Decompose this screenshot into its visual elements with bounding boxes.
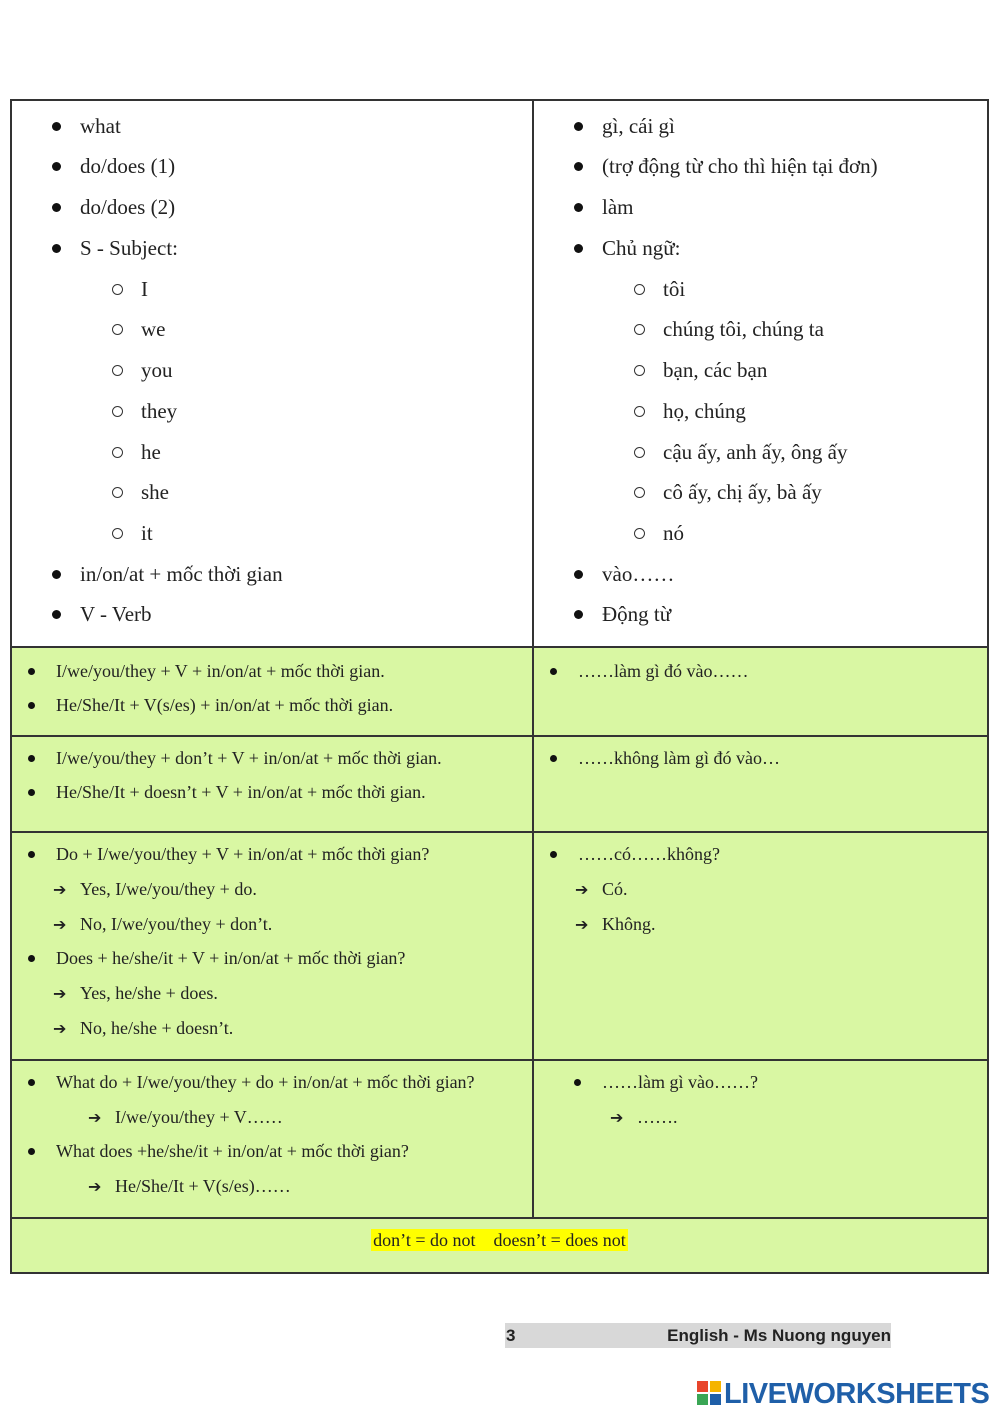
question-meaning-cell	[534, 833, 987, 1059]
bullet-icon	[52, 570, 61, 579]
bullet-icon	[28, 789, 35, 796]
arrow-icon: ➔	[88, 1177, 102, 1196]
negative-structure: He/She/It + doesn’t + V + in/on/at + mốc thời gian.	[56, 782, 426, 802]
question-answer-meaning: Không.	[602, 914, 656, 934]
bullet-icon	[574, 203, 583, 212]
bullet-icon	[28, 1079, 35, 1086]
vocab-meaning: Chủ ngữ:	[602, 236, 681, 260]
question-answer-meaning: Có.	[602, 879, 628, 899]
vocab-vietnamese-cell	[534, 101, 987, 646]
arrow-icon: ➔	[610, 1108, 624, 1127]
contraction-note	[371, 1229, 628, 1251]
note-cell	[12, 1219, 987, 1272]
sub-bullet-icon	[112, 528, 123, 539]
doesnt-note: doesn’t = does not	[493, 1230, 626, 1250]
arrow-icon: ➔	[88, 1108, 102, 1127]
question-meaning: ……có……không?	[578, 844, 720, 864]
wh-question-meaning-cell	[534, 1061, 987, 1217]
bullet-icon	[574, 1079, 581, 1086]
arrow-icon: ➔	[53, 984, 67, 1003]
vocab-meaning: vào……	[602, 562, 675, 586]
dont-note: don’t = do not	[373, 1230, 476, 1250]
liveworksheets-logo	[724, 1378, 989, 1411]
vocab-term: it	[141, 521, 153, 545]
sub-bullet-icon	[112, 365, 123, 376]
vocab-term: we	[141, 317, 166, 341]
vocab-term: you	[141, 358, 173, 382]
sub-bullet-icon	[634, 406, 645, 417]
vocab-meaning: cậu ấy, anh ấy, ông ấy	[663, 440, 848, 464]
arrow-icon: ➔	[53, 1019, 67, 1038]
question-structure: Do + I/we/you/they + V + in/on/at + mốc thời gian?	[56, 844, 430, 864]
wh-question-meaning: ……làm gì vào……?	[602, 1072, 758, 1092]
sub-bullet-icon	[634, 528, 645, 539]
wh-question-structure-cell	[12, 1061, 534, 1217]
affirmative-structure: He/She/It + V(s/es) + in/on/at + mốc thời gian.	[56, 695, 394, 715]
affirmative-structure-cell	[12, 648, 534, 735]
grammar-table	[10, 99, 989, 1274]
bullet-icon	[550, 668, 557, 675]
vocab-meaning: Động từ	[602, 602, 672, 626]
bullet-icon	[52, 122, 61, 131]
bullet-icon	[52, 244, 61, 253]
question-structure: Does + he/she/it + V + in/on/at + mốc thời gian?	[56, 948, 406, 968]
vocab-meaning: chúng tôi, chúng ta	[663, 317, 824, 341]
note-row	[12, 1219, 987, 1272]
negative-meaning: ……không làm gì đó vào…	[578, 748, 780, 768]
sub-bullet-icon	[112, 284, 123, 295]
bullet-icon	[574, 244, 583, 253]
bullet-icon	[28, 1148, 35, 1155]
vocab-meaning: gì, cái gì	[602, 114, 675, 138]
sub-bullet-icon	[112, 324, 123, 335]
negative-structure: I/we/you/they + don’t + V + in/on/at + mốc thời gian.	[56, 748, 442, 768]
vocab-term: I	[141, 277, 148, 301]
bullet-icon	[28, 702, 35, 709]
vocab-meaning: tôi	[663, 277, 686, 301]
vocab-english-cell	[12, 101, 534, 646]
bullet-icon	[28, 755, 35, 762]
logo-text: LIVEWORKSHEETS	[724, 1378, 990, 1410]
vocab-meaning: (trợ động từ cho thì hiện tại đơn)	[602, 154, 878, 178]
vocab-meaning: họ, chúng	[663, 399, 746, 423]
vocab-term: she	[141, 480, 169, 504]
vocab-term: do/does (1)	[80, 154, 176, 178]
wh-question-structure: What does +he/she/it + in/on/at + mốc thời gian?	[56, 1141, 409, 1161]
liveworksheets-logo-icon	[697, 1381, 721, 1405]
bullet-icon	[550, 755, 557, 762]
vocab-term: do/does (2)	[80, 195, 176, 219]
bullet-icon	[574, 122, 583, 131]
vocab-term: what	[80, 114, 121, 138]
question-answer: No, he/she + doesn’t.	[80, 1018, 234, 1038]
wh-question-answer: I/we/you/they + V……	[115, 1107, 283, 1127]
bullet-icon	[52, 203, 61, 212]
bullet-icon	[574, 162, 583, 171]
vocab-meaning: bạn, các bạn	[663, 358, 768, 382]
vocab-term: V - Verb	[80, 602, 152, 626]
vocab-meaning: nó	[663, 521, 684, 545]
question-structure-cell	[12, 833, 534, 1059]
arrow-icon: ➔	[53, 880, 67, 899]
wh-question-answer: He/She/It + V(s/es)……	[115, 1176, 291, 1196]
negative-meaning-cell	[534, 737, 987, 831]
question-answer: No, I/we/you/they + don’t.	[80, 914, 273, 934]
bullet-icon	[574, 570, 583, 579]
sub-bullet-icon	[112, 406, 123, 417]
bullet-icon	[52, 610, 61, 619]
wh-question-row	[12, 1061, 987, 1219]
bullet-icon	[574, 610, 583, 619]
arrow-icon: ➔	[53, 915, 67, 934]
question-answer: Yes, I/we/you/they + do.	[80, 879, 257, 899]
affirmative-row	[12, 648, 987, 737]
arrow-icon: ➔	[575, 915, 589, 934]
question-answer: Yes, he/she + does.	[80, 983, 218, 1003]
bullet-icon	[28, 851, 35, 858]
vocab-term: they	[141, 399, 178, 423]
vocab-meaning: làm	[602, 195, 634, 219]
bullet-icon	[550, 851, 557, 858]
wh-question-answer-meaning: …….	[637, 1107, 678, 1127]
negative-structure-cell	[12, 737, 534, 831]
bullet-icon	[52, 162, 61, 171]
bullet-icon	[28, 668, 35, 675]
affirmative-structure: I/we/you/they + V + in/on/at + mốc thời gian.	[56, 661, 385, 681]
question-row	[12, 833, 987, 1061]
vocab-term: he	[141, 440, 161, 464]
sub-bullet-icon	[634, 324, 645, 335]
sub-bullet-icon	[634, 284, 645, 295]
bullet-icon	[28, 955, 35, 962]
wh-question-structure: What do + I/we/you/they + do + in/on/at + mốc thời gian?	[56, 1072, 475, 1092]
affirmative-meaning: ……làm gì đó vào……	[578, 661, 749, 681]
sub-bullet-icon	[634, 487, 645, 498]
affirmative-meaning-cell	[534, 648, 987, 735]
sub-bullet-icon	[634, 447, 645, 458]
sub-bullet-icon	[634, 365, 645, 376]
vocab-row	[12, 101, 987, 648]
negative-row	[12, 737, 987, 833]
vocab-term: in/on/at + mốc thời gian	[80, 562, 283, 586]
sub-bullet-icon	[112, 447, 123, 458]
sub-bullet-icon	[112, 487, 123, 498]
arrow-icon: ➔	[575, 880, 589, 899]
footer-author: English - Ms Nuong nguyen	[667, 1326, 891, 1345]
vocab-meaning: cô ấy, chị ấy, bà ấy	[663, 480, 822, 504]
page-number: 3	[506, 1326, 516, 1345]
vocab-term: S - Subject:	[80, 236, 178, 260]
page-footer	[505, 1323, 891, 1348]
